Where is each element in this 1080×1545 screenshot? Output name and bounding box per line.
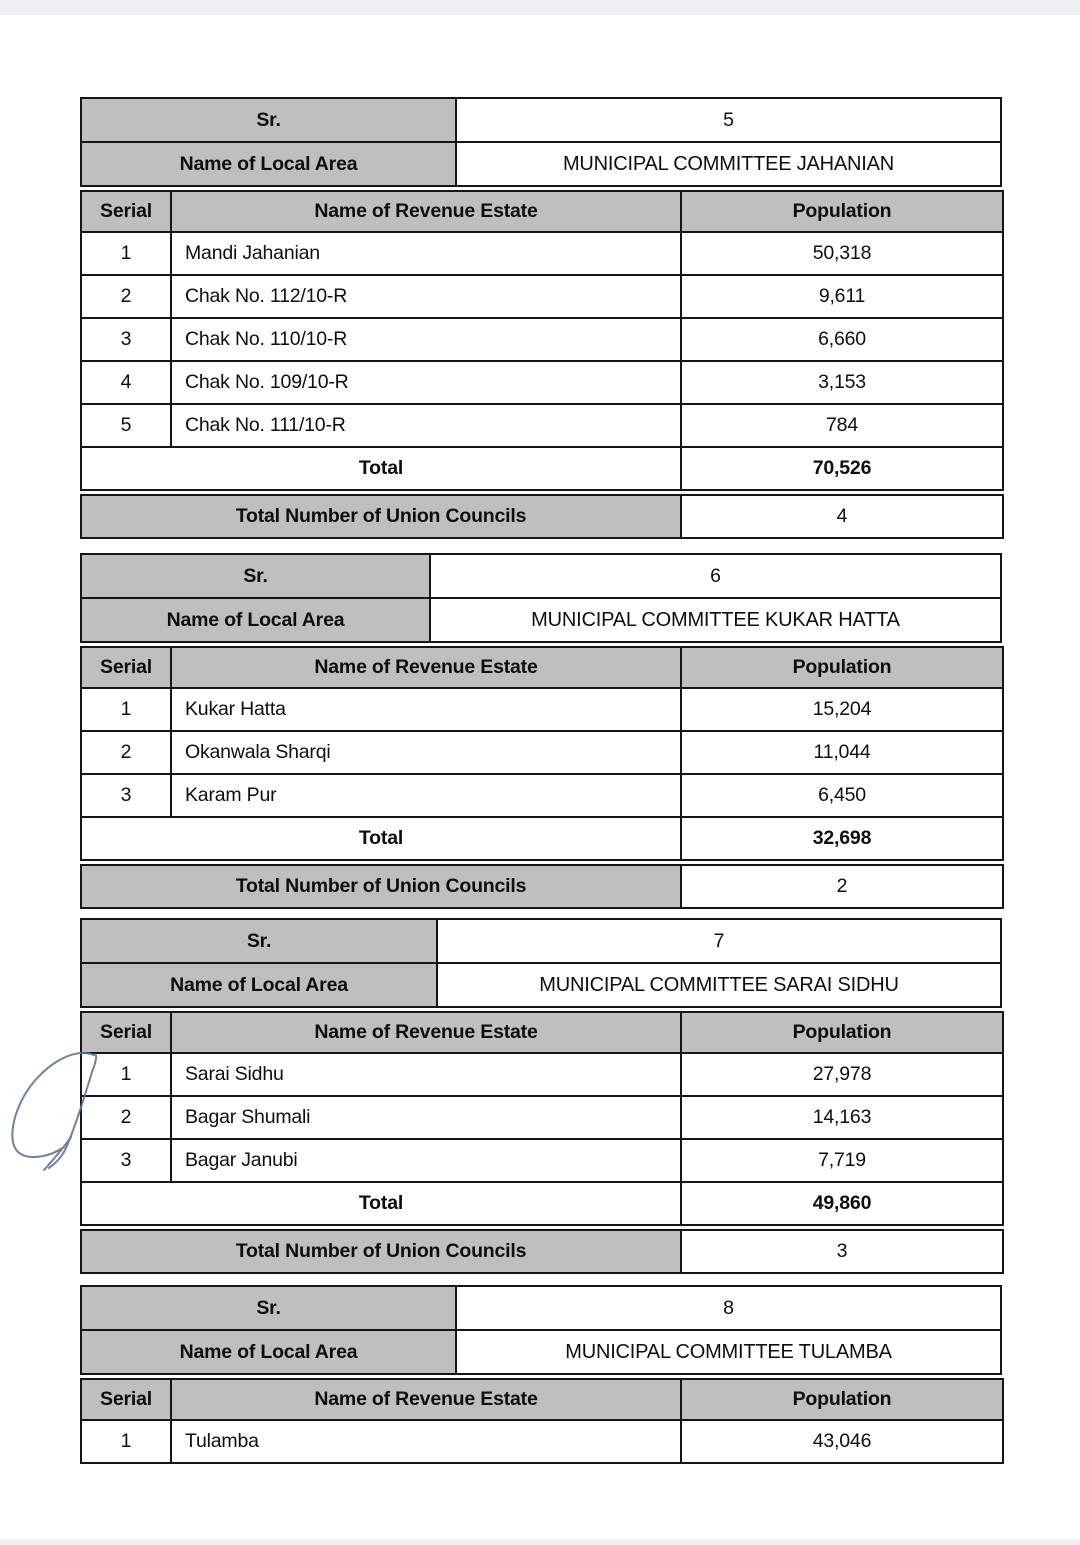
table-header-row [81, 191, 1003, 232]
local-area-value: MUNICIPAL COMMITTEE TULAMBA [456, 1330, 1001, 1374]
table-row [81, 1096, 1003, 1139]
population-header: Population [681, 647, 1003, 688]
union-councils-value: 4 [681, 495, 1003, 538]
revenue-estate-header: Name of Revenue Estate [171, 1379, 681, 1420]
union-councils-row [80, 1229, 1004, 1274]
serial-header: Serial [81, 1379, 171, 1420]
serial-cell: 1 [81, 1420, 171, 1463]
union-councils-label: Total Number of Union Councils [81, 865, 681, 908]
local-area-label: Name of Local Area [81, 1330, 456, 1374]
total-row [81, 817, 1003, 860]
local-area-block [80, 553, 1002, 643]
total-value: 70,526 [681, 447, 1003, 490]
table-row [81, 688, 1003, 731]
population-cell: 7,719 [681, 1139, 1003, 1182]
total-label: Total [81, 447, 681, 490]
committee-table-kukar-hatta [80, 553, 1002, 909]
revenue-estate-header: Name of Revenue Estate [171, 191, 681, 232]
bottom-edge-strip [0, 1539, 1080, 1545]
table-row [81, 318, 1003, 361]
revenue-estate-header: Name of Revenue Estate [171, 1012, 681, 1053]
population-cell: 3,153 [681, 361, 1003, 404]
local-area-label: Name of Local Area [81, 963, 437, 1007]
total-label: Total [81, 1182, 681, 1225]
revenue-estate-table [80, 1011, 1004, 1226]
revenue-estate-header: Name of Revenue Estate [171, 647, 681, 688]
committee-table-sarai-sidhu [80, 918, 1002, 1274]
local-area-value: MUNICIPAL COMMITTEE SARAI SIDHU [437, 963, 1001, 1007]
sr-value: 6 [430, 554, 1001, 598]
sr-value: 8 [456, 1286, 1001, 1330]
population-header: Population [681, 191, 1003, 232]
population-header: Population [681, 1379, 1003, 1420]
name-cell: Mandi Jahanian [171, 232, 681, 275]
name-cell: Okanwala Sharqi [171, 731, 681, 774]
local-area-block [80, 1285, 1002, 1375]
table-row [81, 731, 1003, 774]
local-area-block [80, 97, 1002, 187]
sr-value: 7 [437, 919, 1001, 963]
name-cell: Chak No. 110/10-R [171, 318, 681, 361]
revenue-estate-table [80, 646, 1004, 861]
sr-label: Sr. [81, 1286, 456, 1330]
local-area-label: Name of Local Area [81, 598, 430, 642]
revenue-estate-table [80, 190, 1004, 491]
population-cell: 9,611 [681, 275, 1003, 318]
name-cell: Bagar Janubi [171, 1139, 681, 1182]
table-row [81, 774, 1003, 817]
serial-cell: 1 [81, 232, 171, 275]
sr-label: Sr. [81, 98, 456, 142]
serial-cell: 2 [81, 1096, 171, 1139]
serial-header: Serial [81, 647, 171, 688]
population-cell: 6,450 [681, 774, 1003, 817]
total-row [81, 1182, 1003, 1225]
population-cell: 27,978 [681, 1053, 1003, 1096]
name-cell: Kukar Hatta [171, 688, 681, 731]
serial-cell: 3 [81, 774, 171, 817]
total-value: 49,860 [681, 1182, 1003, 1225]
name-cell: Sarai Sidhu [171, 1053, 681, 1096]
revenue-estate-table [80, 1378, 1004, 1464]
pen-mark-annotation [0, 1038, 120, 1178]
total-row [81, 447, 1003, 490]
table-row [81, 361, 1003, 404]
population-cell: 11,044 [681, 731, 1003, 774]
union-councils-row [80, 494, 1004, 539]
serial-cell: 3 [81, 1139, 171, 1182]
population-cell: 15,204 [681, 688, 1003, 731]
serial-cell: 1 [81, 688, 171, 731]
table-row [81, 1053, 1003, 1096]
committee-table-jahanian [80, 97, 1002, 539]
serial-cell: 2 [81, 731, 171, 774]
name-cell: Tulamba [171, 1420, 681, 1463]
table-header-row [81, 1012, 1003, 1053]
union-councils-label: Total Number of Union Councils [81, 1230, 681, 1273]
name-cell: Chak No. 111/10-R [171, 404, 681, 447]
sr-value: 5 [456, 98, 1001, 142]
serial-cell: 4 [81, 361, 171, 404]
serial-cell: 2 [81, 275, 171, 318]
total-value: 32,698 [681, 817, 1003, 860]
sr-label: Sr. [81, 919, 437, 963]
local-area-value: MUNICIPAL COMMITTEE KUKAR HATTA [430, 598, 1001, 642]
union-councils-row [80, 864, 1004, 909]
serial-cell: 3 [81, 318, 171, 361]
committee-table-tulamba [80, 1285, 1002, 1464]
union-councils-value: 2 [681, 865, 1003, 908]
table-row [81, 1139, 1003, 1182]
population-header: Population [681, 1012, 1003, 1053]
local-area-label: Name of Local Area [81, 142, 456, 186]
table-row [81, 1420, 1003, 1463]
population-cell: 14,163 [681, 1096, 1003, 1139]
top-edge-strip [0, 0, 1080, 15]
sr-label: Sr. [81, 554, 430, 598]
serial-cell: 1 [81, 1053, 171, 1096]
total-label: Total [81, 817, 681, 860]
local-area-value: MUNICIPAL COMMITTEE JAHANIAN [456, 142, 1001, 186]
name-cell: Chak No. 109/10-R [171, 361, 681, 404]
table-row [81, 275, 1003, 318]
population-cell: 784 [681, 404, 1003, 447]
population-cell: 50,318 [681, 232, 1003, 275]
local-area-block [80, 918, 1002, 1008]
table-row [81, 232, 1003, 275]
name-cell: Chak No. 112/10-R [171, 275, 681, 318]
table-header-row [81, 647, 1003, 688]
serial-cell: 5 [81, 404, 171, 447]
table-row [81, 404, 1003, 447]
name-cell: Karam Pur [171, 774, 681, 817]
union-councils-label: Total Number of Union Councils [81, 495, 681, 538]
name-cell: Bagar Shumali [171, 1096, 681, 1139]
union-councils-value: 3 [681, 1230, 1003, 1273]
table-header-row [81, 1379, 1003, 1420]
serial-header: Serial [81, 1012, 171, 1053]
population-cell: 6,660 [681, 318, 1003, 361]
population-cell: 43,046 [681, 1420, 1003, 1463]
serial-header: Serial [81, 191, 171, 232]
